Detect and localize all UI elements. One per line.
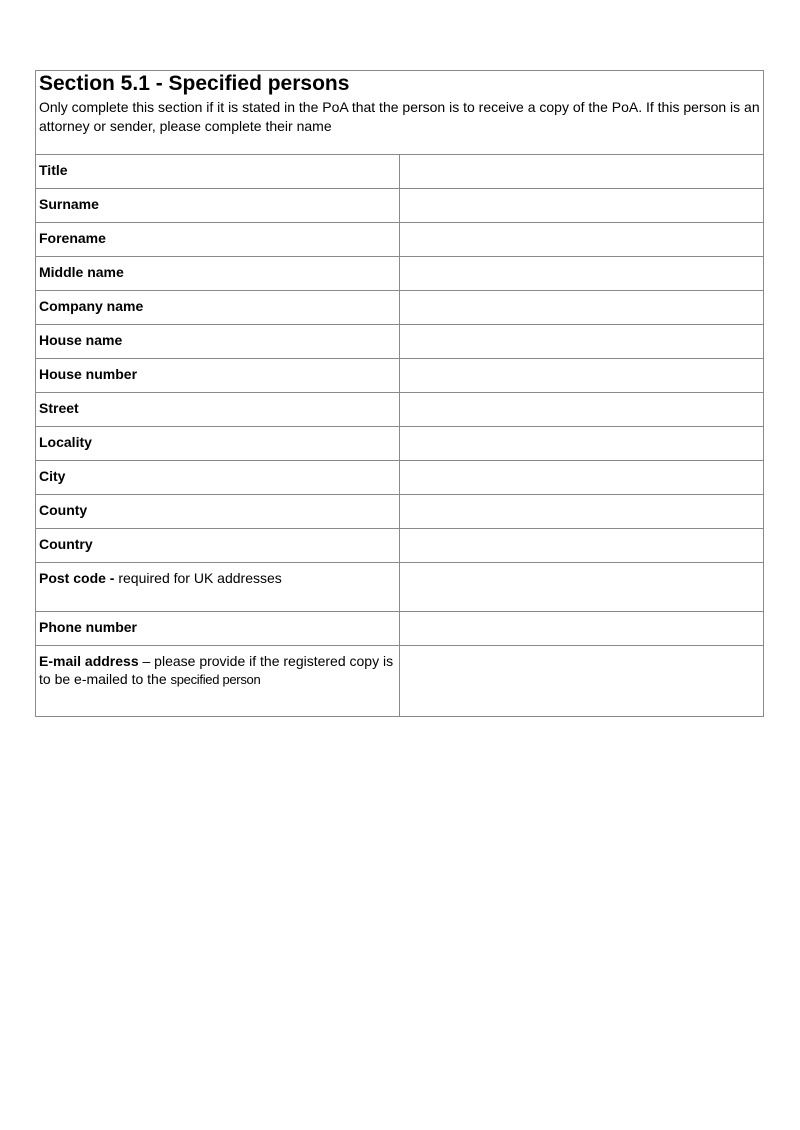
email-address-label-cell bbox=[36, 646, 400, 717]
title-field[interactable] bbox=[400, 155, 764, 189]
post-code-label-cell bbox=[36, 563, 400, 612]
specified-persons-form bbox=[35, 70, 764, 717]
country-label: Country bbox=[36, 529, 400, 563]
form-row-email-address bbox=[36, 646, 764, 717]
company-name-field[interactable] bbox=[400, 291, 764, 325]
form-row-forename bbox=[36, 223, 764, 257]
locality-field[interactable] bbox=[400, 427, 764, 461]
form-row-middle-name bbox=[36, 257, 764, 291]
post-code-field[interactable] bbox=[400, 563, 764, 612]
street-label: Street bbox=[36, 393, 400, 427]
city-field[interactable] bbox=[400, 461, 764, 495]
form-row-street bbox=[36, 393, 764, 427]
house-name-label: House name bbox=[36, 325, 400, 359]
house-number-field[interactable] bbox=[400, 359, 764, 393]
form-row-company-name bbox=[36, 291, 764, 325]
post-code-note: required for UK addresses bbox=[114, 570, 282, 586]
country-field[interactable] bbox=[400, 529, 764, 563]
email-address-note: – please provide if the registered copy is to be e-mailed to the bbox=[39, 653, 394, 687]
form-row-house-number bbox=[36, 359, 764, 393]
form-row-county bbox=[36, 495, 764, 529]
post-code-label: Post code - bbox=[39, 570, 115, 586]
street-field[interactable] bbox=[400, 393, 764, 427]
house-number-label: House number bbox=[36, 359, 400, 393]
email-address-field[interactable] bbox=[400, 646, 764, 717]
county-field[interactable] bbox=[400, 495, 764, 529]
middle-name-label: Middle name bbox=[36, 257, 400, 291]
form-row-post-code bbox=[36, 563, 764, 612]
phone-number-field[interactable] bbox=[400, 612, 764, 646]
title-label: Title bbox=[36, 155, 400, 189]
locality-label: Locality bbox=[36, 427, 400, 461]
surname-field[interactable] bbox=[400, 189, 764, 223]
forename-field[interactable] bbox=[400, 223, 764, 257]
county-label: County bbox=[36, 495, 400, 529]
section-header bbox=[36, 71, 764, 155]
surname-label: Surname bbox=[36, 189, 400, 223]
middle-name-field[interactable] bbox=[400, 257, 764, 291]
house-name-field[interactable] bbox=[400, 325, 764, 359]
form-row-locality bbox=[36, 427, 764, 461]
city-label: City bbox=[36, 461, 400, 495]
email-address-note-end: specified person bbox=[170, 672, 261, 687]
section-description: Only complete this section if it is stated in the PoA that the person is to receive a copy of the PoA. If this person is an attorney or sender, please complete their name bbox=[39, 99, 760, 134]
form-row-surname bbox=[36, 189, 764, 223]
section-title: Section 5.1 - Specified persons bbox=[39, 72, 350, 95]
form-row-title bbox=[36, 155, 764, 189]
form-row-city bbox=[36, 461, 764, 495]
phone-number-label: Phone number bbox=[36, 612, 400, 646]
form-row-house-name bbox=[36, 325, 764, 359]
form-row-country bbox=[36, 529, 764, 563]
form-row-phone-number bbox=[36, 612, 764, 646]
company-name-label: Company name bbox=[36, 291, 400, 325]
forename-label: Forename bbox=[36, 223, 400, 257]
email-address-label: E-mail address bbox=[39, 653, 139, 669]
